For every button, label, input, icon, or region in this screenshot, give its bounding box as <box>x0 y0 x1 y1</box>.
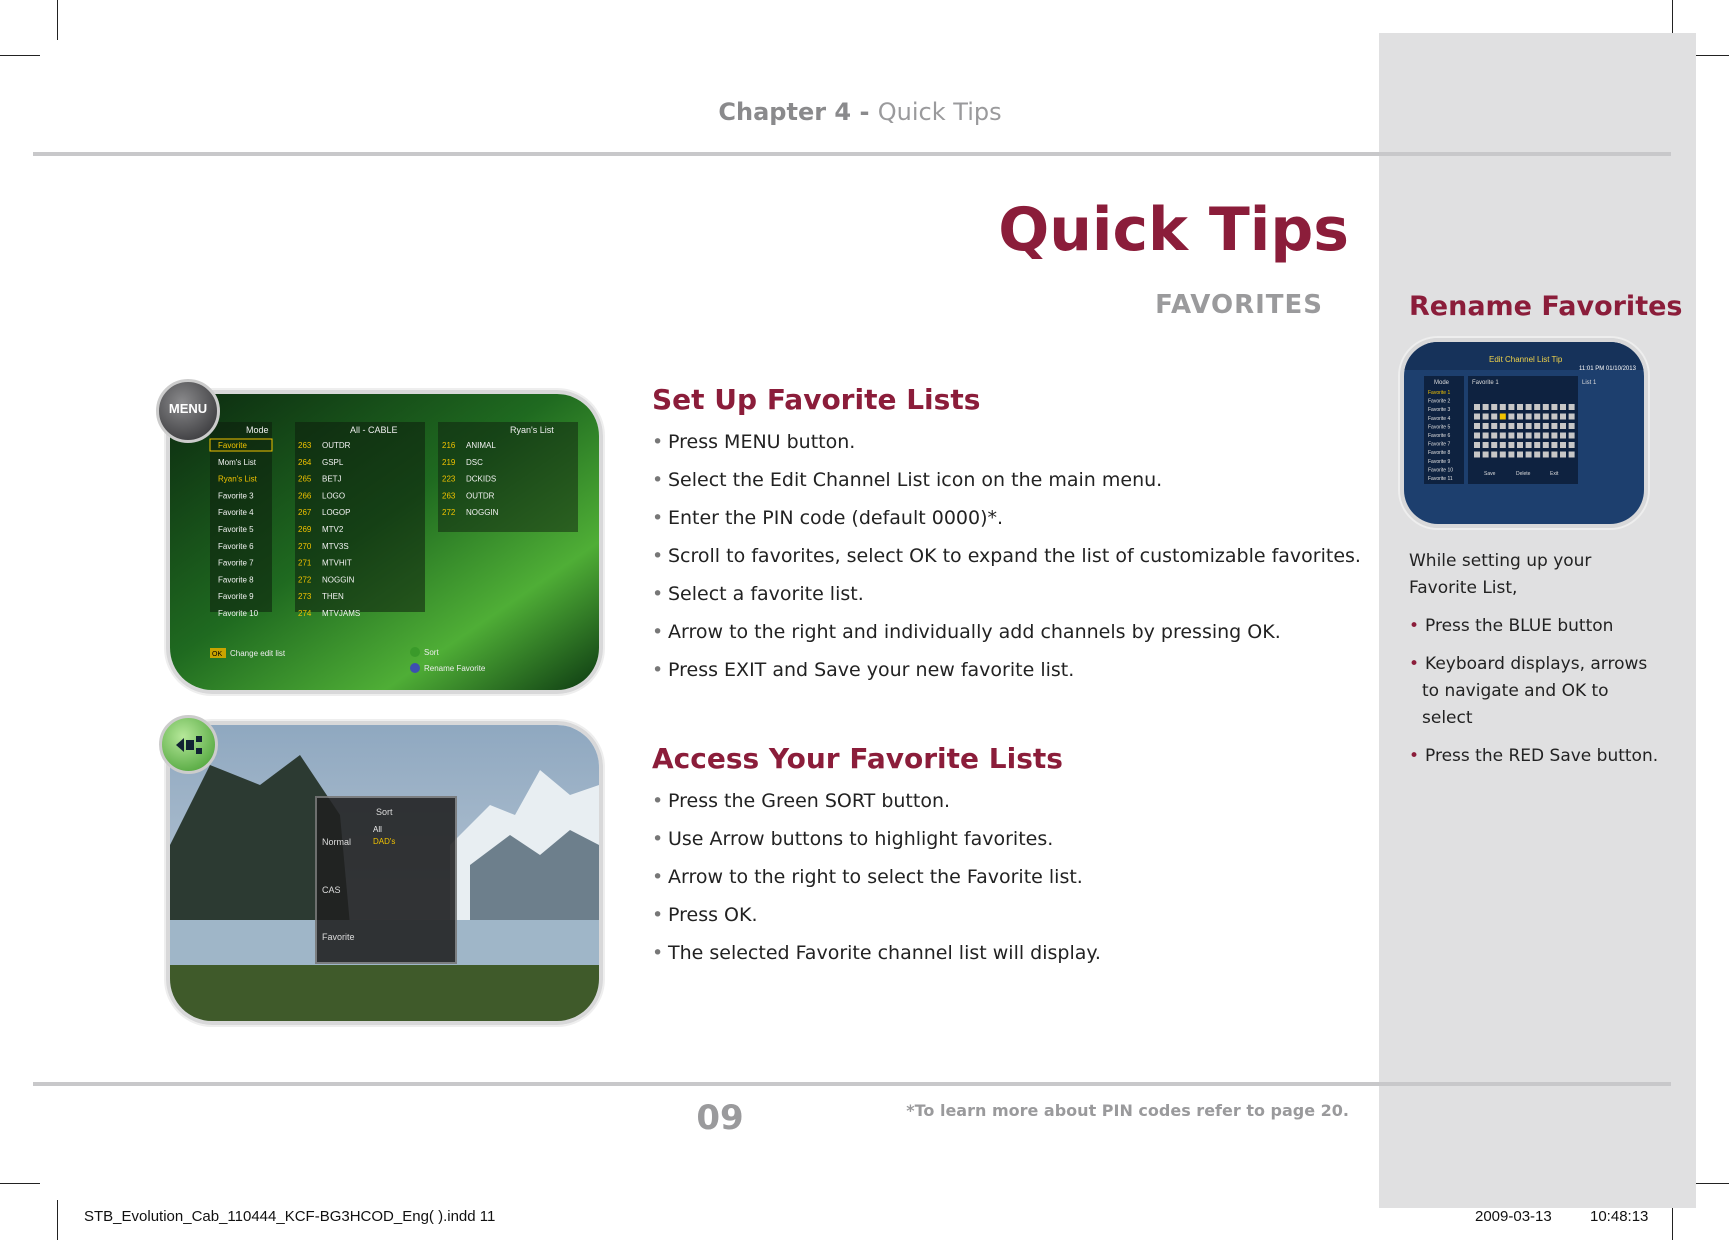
list-item-text: Use Arrow buttons to highlight favorites. <box>668 828 1054 850</box>
channel-number: 272 <box>298 575 312 585</box>
channel-number: 264 <box>298 457 312 467</box>
channel-number: 266 <box>298 491 312 501</box>
sidebar-item <box>1409 743 1659 770</box>
keyboard-key <box>1569 452 1575 458</box>
keyboard-key <box>1517 404 1523 410</box>
keyboard-key <box>1526 423 1532 429</box>
change-edit-list: Change edit list <box>230 649 286 658</box>
keyboard-key <box>1517 414 1523 420</box>
list-item <box>652 544 1361 582</box>
keyboard-key <box>1569 423 1575 429</box>
keyboard-key <box>1500 433 1506 439</box>
channel-number: 267 <box>298 508 312 518</box>
edit-list-screen <box>170 394 599 690</box>
bullet-icon: • <box>652 942 664 964</box>
keyboard-key <box>1534 423 1540 429</box>
keyboard-key <box>1474 404 1480 410</box>
ryan-channel-number: 223 <box>442 474 456 484</box>
sort-option: CAS <box>322 885 341 895</box>
slug-date: 2009-03-13 <box>1475 1208 1552 1225</box>
slug-file: STB_Evolution_Cab_110444_KCF-BG3HCOD_Eng( ).indd 11 <box>84 1208 496 1225</box>
access-steps <box>652 789 1101 979</box>
channel-name: NOGGIN <box>322 575 355 585</box>
mode-item: Ryan's List <box>218 474 257 484</box>
sort-label: Sort <box>424 648 439 657</box>
setup-steps <box>652 430 1361 696</box>
keyboard-key <box>1491 452 1497 458</box>
keyboard-key <box>1560 414 1566 420</box>
list-item-text: The selected Favorite channel list will display. <box>668 942 1101 964</box>
bullet-icon: • <box>652 659 664 681</box>
mode-item: Mom's List <box>218 457 256 467</box>
rename-mode-item: Favorite 9 <box>1428 458 1451 465</box>
keyboard-key <box>1560 433 1566 439</box>
keyboard-key <box>1526 442 1532 448</box>
mode-item: Favorite 6 <box>218 541 254 551</box>
ryan-channel-name: OUTDR <box>466 491 495 501</box>
menu-badge-label: MENU <box>168 401 208 416</box>
list-item-text: Select a favorite list. <box>668 583 864 605</box>
channel-name: LOGOP <box>322 508 351 518</box>
keyboard-key <box>1551 414 1557 420</box>
rename-col-list: List 1 <box>1582 380 1597 386</box>
mode-item: Favorite 4 <box>218 508 254 518</box>
list-item-text: Arrow to the right and individually add channels by pressing OK. <box>668 621 1281 643</box>
ryan-channel-name: DSC <box>466 457 483 467</box>
keyboard-key <box>1474 433 1480 439</box>
rename-mode-item: Favorite 1 <box>1428 390 1451 396</box>
channel-name: MTV3S <box>322 541 349 551</box>
ryan-channel-name: NOGGIN <box>466 508 499 518</box>
keyboard-key <box>1543 423 1549 429</box>
channel-name: GSPL <box>322 457 344 467</box>
rename-col-fav: Favorite 1 <box>1472 380 1499 386</box>
keyboard-key <box>1500 452 1506 458</box>
keyboard-key <box>1534 452 1540 458</box>
bullet-icon: • <box>652 431 664 453</box>
sidebar-steps <box>1409 613 1659 781</box>
keyboard-key <box>1500 423 1506 429</box>
list-item-text: Keyboard displays, arrows to navigate and OK to select <box>1422 654 1648 728</box>
keyboard-key <box>1508 414 1514 420</box>
channel-name: MTV2 <box>322 525 344 534</box>
chapter-header: Chapter 4 - Quick Tips <box>718 98 1002 126</box>
keyboard-key <box>1551 404 1557 410</box>
keyboard-key <box>1517 442 1523 448</box>
rename-mode-item: Favorite 8 <box>1428 450 1451 457</box>
channel-number: 263 <box>298 441 312 450</box>
sort-option: Normal <box>322 837 352 847</box>
mode-item: Favorite 5 <box>218 525 254 534</box>
keyboard-key <box>1569 433 1575 439</box>
footer-rule <box>33 1082 1671 1086</box>
channel-name: MTVJAMS <box>322 609 361 618</box>
bullet-icon: • <box>1409 616 1420 636</box>
keyboard-key <box>1517 452 1523 458</box>
sort-title: Sort <box>376 807 393 817</box>
channel-name: OUTDR <box>322 441 351 450</box>
sidebar-heading: Rename Favorites <box>1409 291 1683 322</box>
mode-item: Favorite <box>218 441 247 450</box>
col-mode: Mode <box>246 425 269 435</box>
keyboard-key <box>1491 404 1497 410</box>
crop-mark <box>57 1200 58 1240</box>
ryan-channel-number: 216 <box>442 441 456 450</box>
keyboard-key <box>1500 442 1506 448</box>
rename-save: Save <box>1484 471 1496 477</box>
keyboard-key <box>1491 433 1497 439</box>
keyboard-key <box>1491 414 1497 420</box>
bullet-icon: • <box>652 545 664 567</box>
channel-name: BETJ <box>322 474 342 484</box>
list-item-text: Select the Edit Channel List icon on the main menu. <box>668 469 1163 491</box>
section-heading-access: Access Your Favorite Lists <box>652 742 1063 775</box>
keyboard-key <box>1508 442 1514 448</box>
channel-number: 273 <box>298 592 312 602</box>
list-item <box>652 827 1101 865</box>
keyboard-key <box>1543 433 1549 439</box>
keyboard-key <box>1483 423 1489 429</box>
channel-name: LOGO <box>322 491 346 501</box>
rename-mode-item: Favorite 7 <box>1428 441 1451 448</box>
sort-arrows-icon <box>162 718 215 771</box>
list-item-text: Press the BLUE button <box>1425 616 1614 636</box>
crop-mark <box>0 1183 40 1184</box>
bullet-icon: • <box>652 828 664 850</box>
col-all: All - CABLE <box>350 425 398 435</box>
sort-button-icon <box>159 715 218 774</box>
list-item <box>652 506 1361 544</box>
keyboard-key <box>1534 433 1540 439</box>
section-subtitle: FAVORITES <box>1155 290 1323 320</box>
sidebar-intro: While setting up your Favorite List, <box>1409 551 1592 598</box>
ryan-channel-number: 272 <box>442 508 456 518</box>
keyboard-key <box>1534 414 1540 420</box>
ryan-channel-name: DCKIDS <box>466 474 497 484</box>
bullet-icon: • <box>1409 654 1420 674</box>
keyboard-key <box>1483 414 1489 420</box>
crop-mark <box>57 0 58 40</box>
rename-delete: Delete <box>1516 471 1531 477</box>
keyboard-key <box>1560 423 1566 429</box>
channel-number: 269 <box>298 525 312 534</box>
rename-mode-item: Favorite 5 <box>1428 424 1451 431</box>
keyboard-key <box>1483 433 1489 439</box>
ryan-channel-number: 263 <box>442 491 456 501</box>
mode-item: Favorite 7 <box>218 558 254 568</box>
keyboard-key <box>1508 404 1514 410</box>
keyboard-key <box>1543 414 1549 420</box>
list-item <box>652 582 1361 620</box>
list-item-text: Press the RED Save button. <box>1425 746 1659 766</box>
bullet-icon: • <box>652 621 664 643</box>
list-item <box>652 789 1101 827</box>
rename-label: Rename Favorite <box>424 664 486 673</box>
rename-col-mode: Mode <box>1434 380 1450 386</box>
keyboard-key <box>1517 433 1523 439</box>
keyboard-key <box>1543 452 1549 458</box>
rename-mode-item: Favorite 2 <box>1428 398 1451 405</box>
menu-screenshot <box>166 390 603 694</box>
rename-screen <box>1404 342 1644 524</box>
keyboard-key <box>1543 442 1549 448</box>
keyboard-key <box>1474 423 1480 429</box>
list-item-text: Press MENU button. <box>668 431 856 453</box>
mode-item: Favorite 9 <box>218 592 254 602</box>
list-item <box>652 468 1361 506</box>
sort-screenshot <box>166 721 603 1025</box>
list-item-text: Enter the PIN code (default 0000)*. <box>668 507 1004 529</box>
list-item-text: Press EXIT and Save your new favorite list. <box>668 659 1075 681</box>
keyboard-key <box>1491 423 1497 429</box>
sort-option: Favorite <box>322 932 355 942</box>
crop-mark <box>0 55 40 56</box>
rename-mode-item: Favorite 4 <box>1428 415 1451 422</box>
channel-number: 271 <box>298 558 312 568</box>
page-number: 09 <box>696 1098 744 1138</box>
keyboard-key <box>1474 452 1480 458</box>
keyboard-key <box>1526 433 1532 439</box>
keyboard-key <box>1474 414 1480 420</box>
keyboard-key <box>1534 404 1540 410</box>
keyboard-key <box>1543 404 1549 410</box>
sort-sub-dads: DAD's <box>373 837 396 846</box>
slug-time: 10:48:13 <box>1590 1208 1649 1225</box>
keyboard-key <box>1569 442 1575 448</box>
keyboard-key <box>1474 442 1480 448</box>
keyboard-key <box>1483 404 1489 410</box>
keyboard-key <box>1483 442 1489 448</box>
channel-number: 270 <box>298 541 312 551</box>
rename-mode-item: Favorite 10 <box>1428 467 1454 474</box>
keyboard-key <box>1508 452 1514 458</box>
sort-sub-all: All <box>373 825 382 834</box>
keyboard-key <box>1534 442 1540 448</box>
bullet-icon: • <box>652 904 664 926</box>
sort-screen <box>170 725 599 1021</box>
keyboard-key <box>1551 442 1557 448</box>
keyboard-key <box>1491 442 1497 448</box>
bullet-icon: • <box>652 790 664 812</box>
channel-name: MTVHIT <box>322 558 352 568</box>
list-item-text: Press OK. <box>668 904 758 926</box>
rename-mode-item: Favorite 3 <box>1428 407 1451 414</box>
sidebar-item <box>1409 651 1659 732</box>
blue-key-icon <box>410 663 420 673</box>
list-item-text: Scroll to favorites, select OK to expand the list of customizable favorites. <box>668 545 1361 567</box>
list-item <box>652 903 1101 941</box>
keyboard-key <box>1517 423 1523 429</box>
list-item <box>652 430 1361 468</box>
channel-name: THEN <box>322 592 344 602</box>
keyboard-key <box>1500 404 1506 410</box>
keyboard-key <box>1569 414 1575 420</box>
ryan-channel-number: 219 <box>442 457 456 467</box>
mode-item: Favorite 3 <box>218 491 254 501</box>
bullet-icon: • <box>652 507 664 529</box>
rename-mode-item: Favorite 11 <box>1428 476 1453 482</box>
menu-button-icon <box>156 379 220 443</box>
ok-key-label: OK <box>212 651 223 658</box>
rename-title: Edit Channel List Tip <box>1489 355 1563 364</box>
page-title: Quick Tips <box>998 195 1349 265</box>
keyboard-key <box>1526 452 1532 458</box>
list-item <box>652 941 1101 979</box>
channel-number: 274 <box>298 609 312 618</box>
keyboard-key <box>1500 414 1506 420</box>
channel-number: 265 <box>298 474 312 484</box>
mode-item: Favorite 10 <box>218 609 259 618</box>
keyboard-key <box>1551 433 1557 439</box>
list-item-text: Arrow to the right to select the Favorite list. <box>668 866 1083 888</box>
col-ryan: Ryan's List <box>510 425 554 435</box>
rename-screenshot <box>1400 338 1648 528</box>
rename-exit: Exit <box>1550 471 1559 477</box>
bullet-icon: • <box>652 469 664 491</box>
keyboard-key <box>1569 404 1575 410</box>
list-item <box>652 658 1361 696</box>
rename-mode-item: Favorite 6 <box>1428 433 1451 439</box>
keyboard-key <box>1508 433 1514 439</box>
header-rule <box>33 152 1671 156</box>
keyboard-key <box>1508 423 1514 429</box>
keyboard-key <box>1526 404 1532 410</box>
keyboard-key <box>1560 404 1566 410</box>
sidebar-item <box>1409 613 1659 640</box>
keyboard-key <box>1551 452 1557 458</box>
keyboard-key <box>1551 423 1557 429</box>
rename-time: 11:01 PM 01/10/2013 <box>1579 366 1636 372</box>
keyboard-key <box>1560 442 1566 448</box>
list-item-text: Press the Green SORT button. <box>668 790 951 812</box>
mode-item: Favorite 8 <box>218 575 254 585</box>
list-item <box>652 865 1101 903</box>
green-key-icon <box>410 647 420 657</box>
bullet-icon: • <box>652 866 664 888</box>
bullet-icon: • <box>652 583 664 605</box>
list-item <box>652 620 1361 658</box>
keyboard-key <box>1526 414 1532 420</box>
ryan-channel-name: ANIMAL <box>466 441 496 450</box>
footnote: *To learn more about PIN codes refer to page 20. <box>906 1101 1349 1120</box>
keyboard-key <box>1483 452 1489 458</box>
bullet-icon: • <box>1409 746 1420 766</box>
keyboard-key <box>1560 452 1566 458</box>
section-heading-setup: Set Up Favorite Lists <box>652 383 981 416</box>
